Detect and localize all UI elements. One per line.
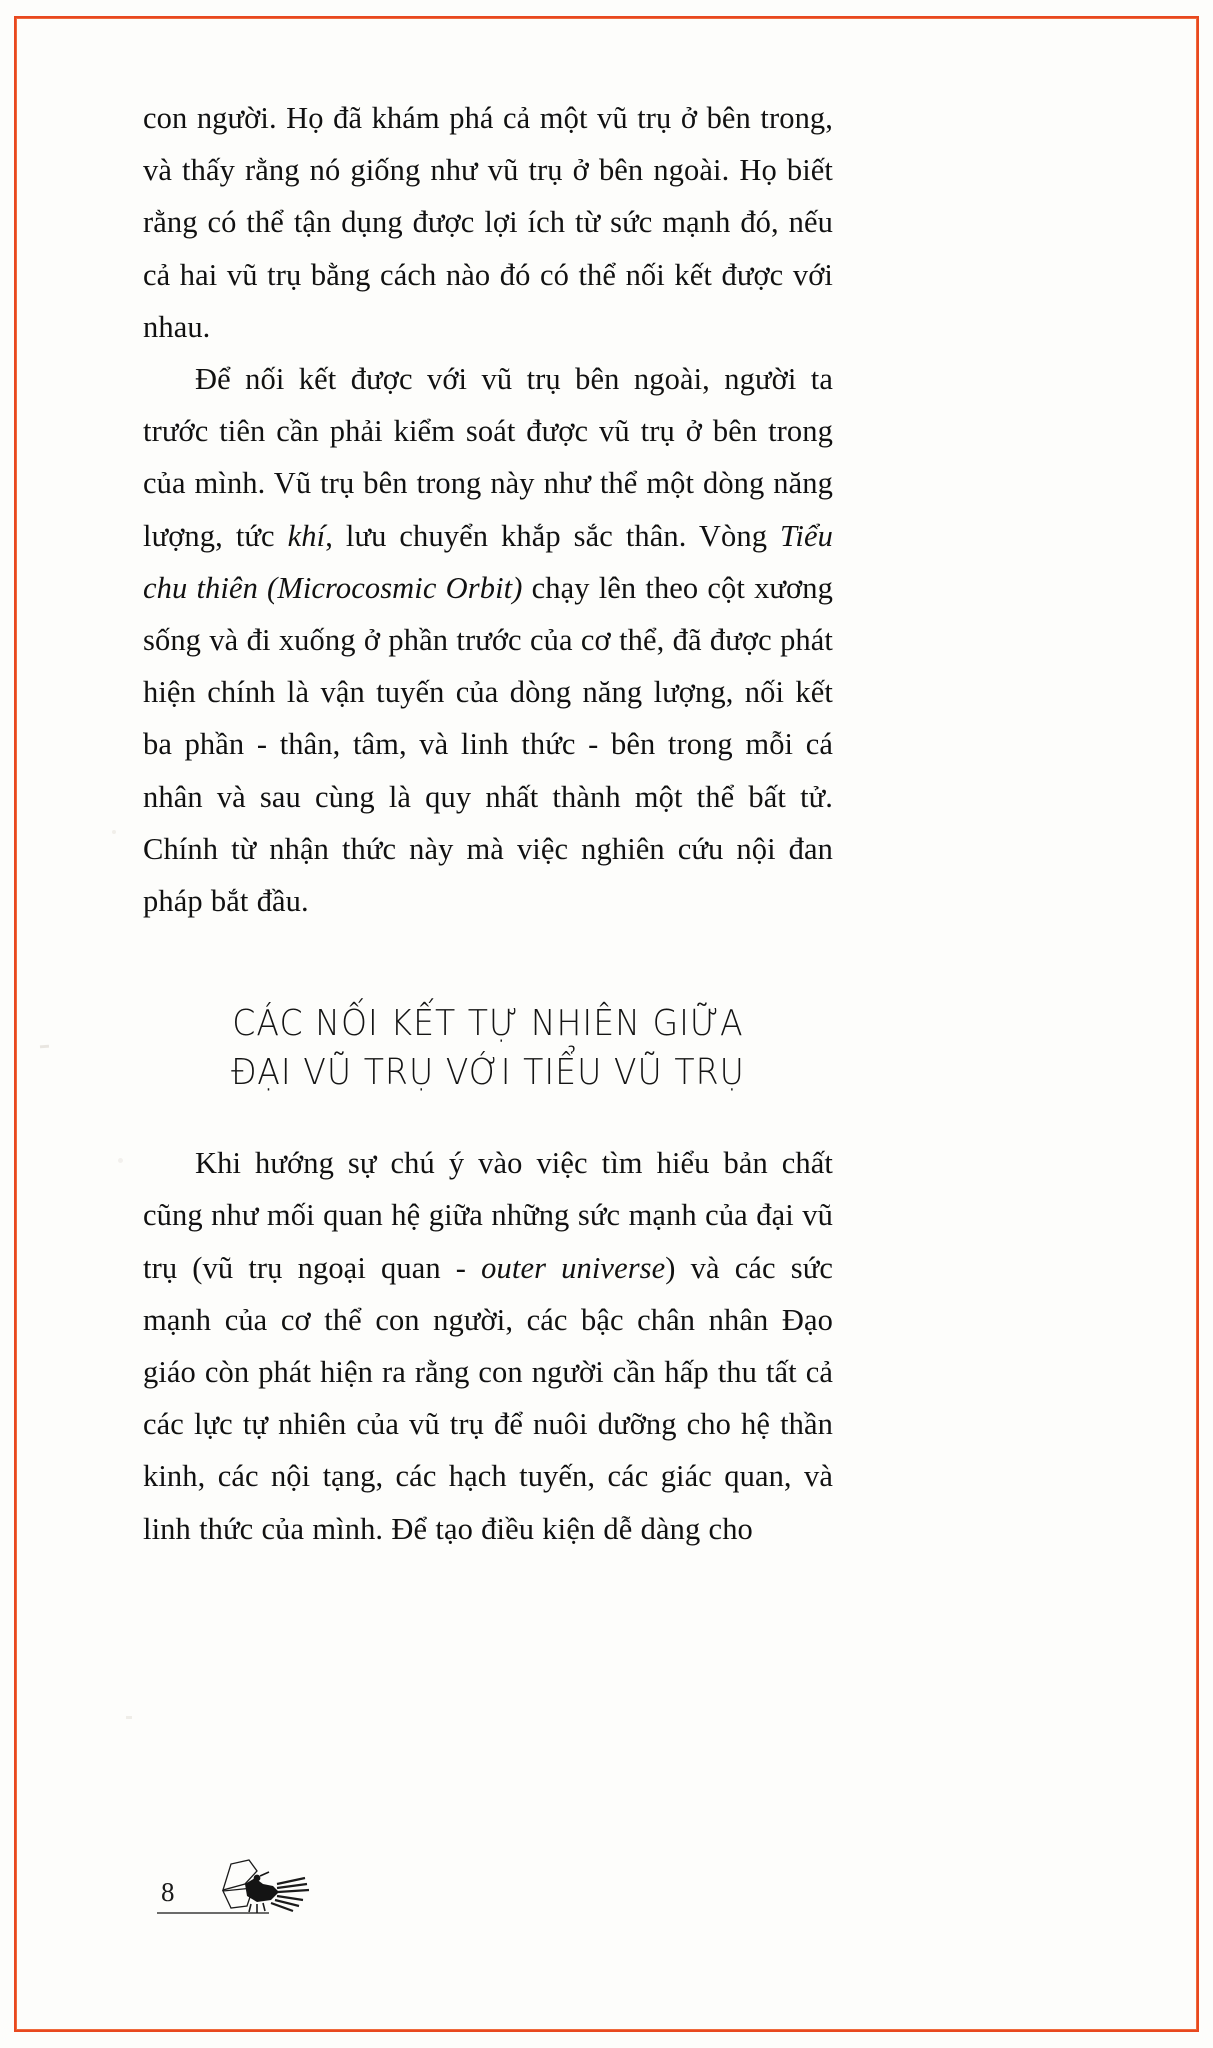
paragraph-run: Khi hướng sự chú ý vào việc tìm hiểu bản chất cũng như mối quan hệ giữa những sức mạnh của đại vũ trụ (vũ trụ ngoại quan - — [143, 1146, 833, 1285]
scan-artifact — [112, 830, 116, 834]
section-heading-block — [143, 999, 833, 1097]
page-number: 8 — [161, 1877, 175, 1907]
italic-term-microcosmic-orbit: Tiểu chu thiên (Microcosmic Orbit) — [143, 518, 833, 605]
italic-term-outer-universe: outer universe — [481, 1250, 666, 1285]
text-column — [143, 92, 833, 1555]
paragraph-run: ) và các sức mạnh của cơ thể con người, các bậc chân nhân Đạo giáo còn phát hiện ra rằng con người cần hấp thu tất cả các lực tự nhiên của vũ trụ để nuôi dưỡng cho hệ thần kinh, các nội tạng, các hạch tuyến, các giác quan, và linh thức của mình. Để tạo điều kiện dễ dàng cho — [143, 1250, 834, 1546]
paragraph-run: Để nối kết được với vũ trụ bên ngoài, người ta trước tiên cần phải kiểm soát được vũ trụ ở bên trong của mình. Vũ trụ bên trong này như thể một dòng năng lượng, tức — [143, 362, 833, 553]
section-heading-line-2: ĐẠI VŨ TRỤ VỚI TIỂU VŨ TRỤ — [231, 1052, 745, 1094]
page-footer — [143, 1844, 833, 1914]
section-heading — [171, 999, 806, 1097]
body-paragraph-second — [143, 353, 833, 927]
paragraph-run: chạy lên theo cột xương sống và đi xuống ở phần trước của cơ thể, đã được phát hiện chính là vận tuyến của dòng năng lượng, nối kết ba phần - thân, tâm, và linh thức - bên trong mỗi cá nhân và sau cùng là quy nhất thành một thể bất tử. Chính từ nhận thức này mà việc nghiên cứu nội đan pháp bắt đầu. — [143, 570, 833, 919]
scan-artifact — [118, 1158, 123, 1163]
body-paragraph-continued: con người. Họ đã khám phá cả một vũ trụ ở bên trong, và thấy rằng nó giống như vũ trụ ở bên ngoài. Họ biết rằng có thể tận dụng được lợi ích từ sức mạnh đó, nếu cả hai vũ trụ bằng cách nào đó có thể nối kết được với nhau. — [143, 101, 833, 344]
body-paragraph-third — [143, 1137, 833, 1555]
scan-artifact — [126, 1716, 132, 1719]
section-heading-line-1: CÁC NỐI KẾT TỰ NHIÊN GIỮA — [232, 1003, 744, 1045]
paragraph-run: , lưu chuyển khắp sắc thân. Vòng — [325, 518, 781, 553]
italic-term-khi: khí — [287, 518, 326, 553]
flying-crane-ornament — [187, 1854, 317, 1916]
scan-artifact — [40, 1045, 49, 1049]
